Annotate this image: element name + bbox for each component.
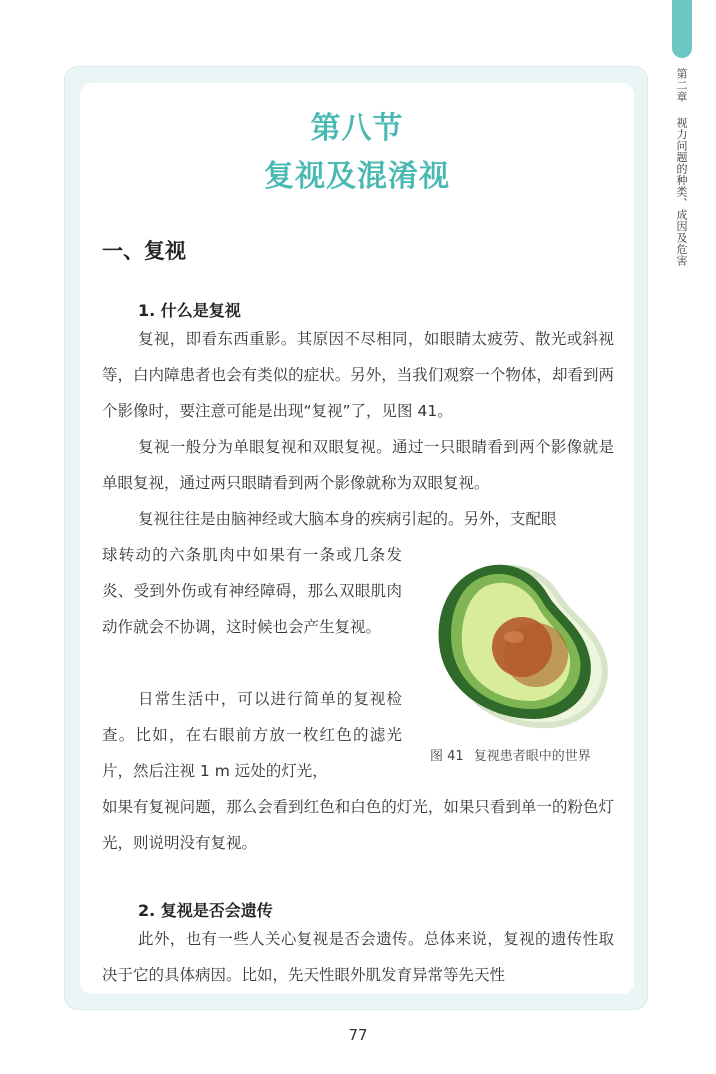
paragraph: 复视，即看东西重影。其原因不尽相同，如眼睛太疲劳、散光或斜视等，白内障患者也会有类似的症状。另外，当我们观察一个物体，却看到两个影像时，要注意可能是出现“复视”了，见图 41。: [102, 330, 614, 420]
section-title: 复视及混淆视: [264, 159, 450, 194]
paragraph: 此外，也有一些人关心复视是否会遗传。总体来说，复视的遗传性取决于它的具体病因。比如，先天性眼外肌发育异常等先天性: [102, 930, 614, 984]
figure-caption: [430, 745, 620, 764]
sidebar-topic: 视力问题的种类、成因及危害: [675, 116, 688, 266]
sidebar-chapter: 第二章: [675, 68, 688, 103]
avocado-illustration: [430, 555, 610, 731]
page-number: 77: [348, 1026, 368, 1044]
page-content: [80, 83, 634, 994]
subheading-heredity: 2. 复视是否会遗传: [138, 901, 273, 920]
paragraph: 如果有复视问题，那么会看到红色和白色的灯光，如果只看到单一的粉色灯光，则说明没有复视。: [102, 798, 614, 852]
paragraph: 复视往往是由脑神经或大脑本身的疾病引起的。另外，支配眼: [138, 510, 557, 528]
paragraph: 球转动的六条肌肉中如果有一条或几条发炎、受到外伤或有神经障碍，那么双眼肌肉动作就会不协调，这时候也会产生复视。: [102, 546, 402, 636]
chapter-tab-marker: [672, 0, 692, 58]
subheading-what-is: 1. 什么是复视: [138, 301, 241, 320]
paragraph: 日常生活中，可以进行简单的复视检查。比如，在右眼前方放一枚红色的滤光片，然后注视 1 m 远处的灯光，: [102, 690, 402, 780]
figure-number: 图 41: [430, 749, 464, 764]
heading-double-vision: 一、复视: [102, 239, 186, 263]
paragraph: 复视一般分为单眼复视和双眼复视。通过一只眼睛看到两个影像就是单眼复视，通过两只眼睛看到两个影像就称为双眼复视。: [102, 438, 614, 492]
chapter-sidebar: [671, 68, 691, 266]
figure-caption-text: 复视患者眼中的世界: [473, 749, 591, 764]
section-number-title: 第八节: [310, 111, 404, 146]
